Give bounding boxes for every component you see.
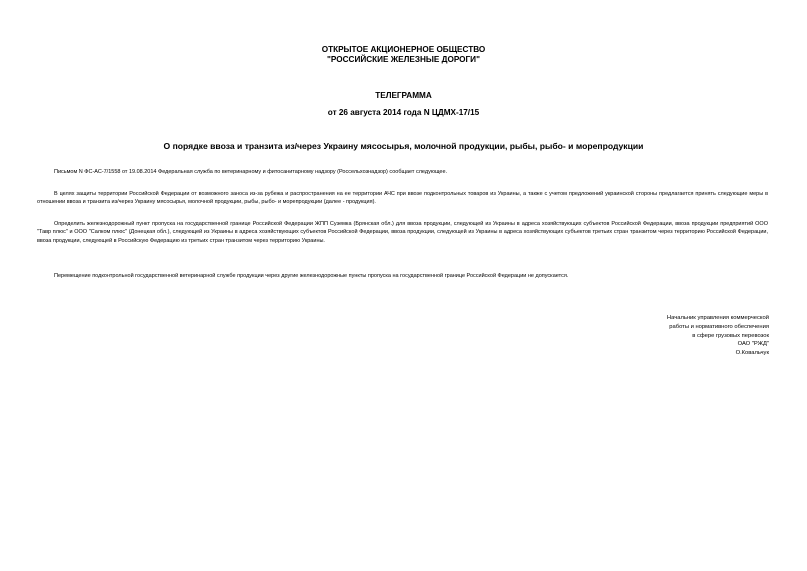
organization-name-line-2: "РОССИЙСКИЕ ЖЕЛЕЗНЫЕ ДОРОГИ" bbox=[327, 55, 480, 64]
signature-block bbox=[569, 314, 769, 358]
paragraph-4 bbox=[37, 272, 768, 280]
document-type: ТЕЛЕГРАММА bbox=[375, 91, 432, 100]
paragraph-1-text: Письмом N ФС-АС-7/1558 от 19.08.2014 Федеральная служба по ветеринарному и фитосанитарному надзору (Россельхознадзор) сообщает следующее. bbox=[54, 169, 448, 175]
signature-line-3: в сфере грузовых перевозок bbox=[692, 332, 769, 339]
paragraph-1 bbox=[37, 168, 768, 176]
signatory-name: О.Ковальчук bbox=[735, 350, 769, 357]
paragraph-2 bbox=[37, 190, 768, 207]
signature-line-1: Начальник управления коммерческой bbox=[666, 315, 769, 321]
signature-line-2: работы и нормативного обеспечения bbox=[669, 323, 769, 330]
paragraph-3-text: Определить железнодорожный пункт пропуска на государственной границе Российской Федерации ЖПП Суземка (Брянская обл.) для ввоза продукции, следующей из Украины в адреса хозяйствующих субъектов Российской Федерации, ввоза продукции предприятий ООО "Тавр плюс" и ООО "Салком плюс" (Донецкая обл.), следующей из Украины в адреса хозяйствующих субъектов Российской Федерации, ввоза продукции, следующей из Украины в адреса хозяйствующих субъектов третьих стран транзитом через территорию Российской Федерации, ввоза продукции, следующей в Российскую Федерацию из третьих стран транзитом через территорию Украины. bbox=[37, 221, 768, 244]
paragraph-4-text: Перемещение подконтрольной государственной ветеринарной службе продукции через другие железнодорожные пункты пропуска на государственной границе Российской Федерации не допускается. bbox=[54, 273, 569, 279]
paragraph-3 bbox=[37, 220, 768, 245]
paragraph-2-text: В целях защиты территории Российской Федерации от возможного заноса из-за рубежа и распространения на ее территории АЧС при ввозе подконтрольных товаров из Украины, а также с учетом предложений украинской стороны предлагается принять следующие меры в отношении ввоза и транзита из/через Украину мясосырья, молочной продукции, рыбы, рыбо- и морепродукции (далее - продукция). bbox=[37, 191, 768, 206]
signature-line-4: ОАО "РЖД" bbox=[737, 341, 769, 348]
document-date-number: от 26 августа 2014 года N ЦДМХ-17/15 bbox=[327, 108, 480, 117]
organization-name bbox=[0, 45, 807, 65]
document-subject: О порядке ввоза и транзита из/через Украину мясосырья, молочной продукции, рыбы, рыбо- и морепродукции bbox=[163, 141, 644, 151]
organization-name-line-1: ОТКРЫТОЕ АКЦИОНЕРНОЕ ОБЩЕСТВО bbox=[321, 45, 486, 54]
